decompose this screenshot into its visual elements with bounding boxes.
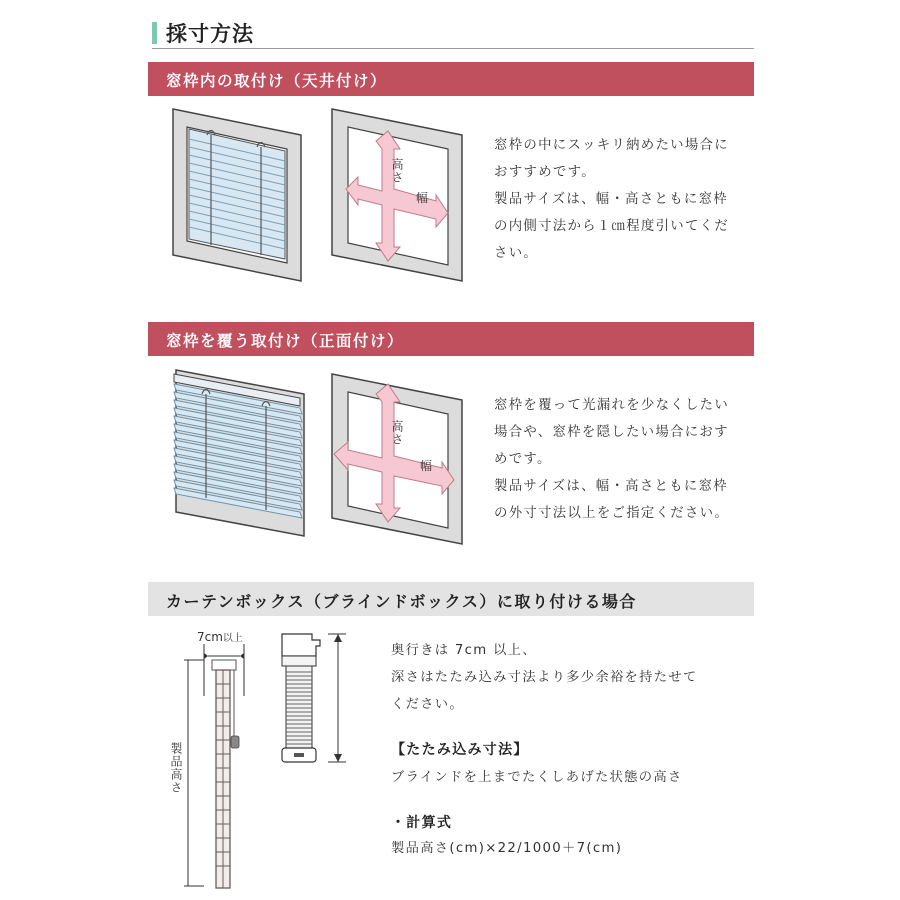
- depth-suffix: 以上: [222, 633, 243, 644]
- height-label: 高さ: [390, 158, 404, 184]
- intro-line: 奥行きは 7cm 以上、: [391, 643, 537, 658]
- section-heading: 窓枠を覆う取付け（正面付け）: [166, 332, 405, 350]
- product-height-label: 製品高さ: [169, 742, 183, 794]
- description-line: 場合や、窓枠を隠したい場合におす: [494, 425, 729, 440]
- outside-mount-description: [494, 392, 729, 527]
- section-inside-mount-header: [148, 62, 754, 96]
- depth-value: 7cm: [197, 630, 223, 644]
- description-line: の内側寸法から１㎝程度引いてくだ: [494, 219, 730, 234]
- page-title: 採寸方法: [166, 22, 254, 46]
- description-line: の外寸寸法以上をご指定ください。: [494, 506, 730, 521]
- description-line: さい。: [494, 246, 539, 261]
- description-line: 製品サイズは、幅・高さともに窓枠: [494, 192, 728, 207]
- page-header: [152, 18, 752, 50]
- outside-mount-blind-illustration: [172, 366, 322, 546]
- formula-title: ・計算式: [391, 815, 453, 831]
- description-line: おすすめです。: [494, 165, 596, 180]
- title-divider: [152, 48, 754, 49]
- section-curtain-box-header: [148, 582, 754, 616]
- stacked-blind-diagram: [272, 626, 362, 776]
- description-line: 製品サイズは、幅・高さともに窓枠: [494, 479, 728, 494]
- outside-mount-measure-illustration: [328, 370, 478, 550]
- intro-line: ください。: [391, 697, 464, 712]
- fold-title: 【たたみ込み寸法】: [391, 742, 529, 758]
- curtain-box-side-diagram: [176, 640, 266, 892]
- fold-text: ブラインドを上までたくしあげた状態の高さ: [391, 770, 683, 785]
- section-heading: 窓枠内の取付け（天井付け）: [166, 72, 388, 90]
- description-line: 窓枠の中にスッキリ納めたい場合に: [494, 138, 729, 153]
- width-label: 幅: [416, 191, 429, 205]
- title-accent-bar: [152, 22, 157, 44]
- section-outside-mount-header: [148, 322, 754, 356]
- inside-mount-measure-illustration: [328, 105, 478, 285]
- description-line: めです。: [494, 452, 552, 467]
- section-heading: カーテンボックス（ブラインドボックス）に取り付ける場合: [166, 592, 637, 611]
- inside-mount-blind-illustration: [165, 105, 315, 285]
- intro-line: 深さはたたみ込み寸法より多少余裕を持たせて: [391, 670, 698, 685]
- inside-mount-description: [494, 132, 729, 267]
- formula-text: 製品高さ(cm)×22/1000＋7(cm): [391, 841, 623, 856]
- width-label: 幅: [420, 459, 433, 473]
- curtain-box-intro: [391, 637, 698, 718]
- description-line: 窓枠を覆って光漏れを少なくしたい: [494, 398, 730, 413]
- height-label: 高さ: [390, 420, 404, 446]
